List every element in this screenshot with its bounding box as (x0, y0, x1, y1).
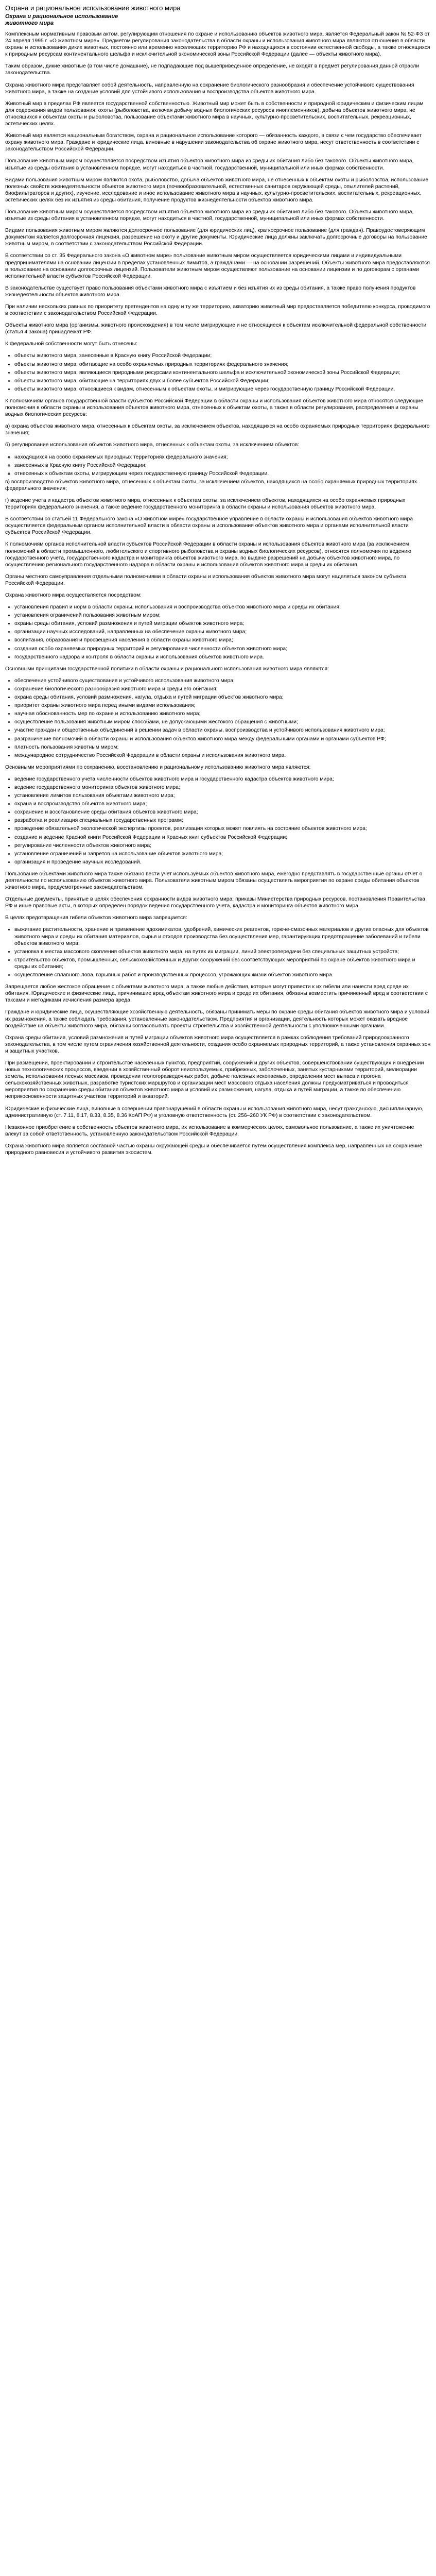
intro-section (5, 31, 431, 347)
list-item: • участие граждан и общественных объединений в решении задач в области охраны, воспроизводства и устойчивого использования животного мира; (14, 727, 431, 734)
list-item: • установления правил и норм в области охраны, использования и воспроизводства объектов животного мира и среды их обитания; (14, 604, 431, 611)
list-item: • осуществление сплавного лова, взрывных работ и производственных процессов, угрожающих жизни объектов животного мира. (14, 972, 431, 978)
list-item: • проведение обязательной экологической экспертизы проектов, реализация которых может повлиять на состояние объектов животного мира; (14, 825, 431, 832)
paragraph: Животный мир является национальным богатством, охрана и рациональное использование которого — обязанность каждого, в связи с чем государство обеспечивает охрану животного мира. Граждане и юридические лица, виновные в нарушении законодательства об охране животного мира, несут ответственность в соответствии с законодательством Российской Федерации. (5, 133, 422, 152)
final-section (5, 984, 431, 1156)
measures-list (5, 776, 431, 866)
paragraph: Комплексным нормативным правовым актом, регулирующим отношения по охране и использованию объектов животного мира, является Федеральный закон № 52-ФЗ от 24 апреля 1995 г. «О животном мире». Предметом регулирования законодательства в области охраны и использования животного мира являются отношения в области охраны и использования диких животных, постоянно или временно населяющих территорию РФ и находящихся в состоянии естественной свободы, а также относящихся к природным ресурсам континентального шельфа и исключительной экономической зоны Российской Федерации (далее — объекты животного мира). (5, 31, 430, 58)
paragraph: Запрещается любое жестокое обращение с объектами животного мира, а также любые действия, которые могут привести к их гибели или нанести вред среде их обитания. Юридические и физические лица, причинившие вред объектам животного мира и среде их обитания, обязаны возместить причиненный вред в соответствии с таксами и методиками исчисления размера вреда. (5, 984, 428, 1004)
paragraph: Охрана животного мира представляет собой деятельность, направленную на сохранение биологического разнообразия и обеспечение устойчивого существования животного мира, а также на создание условий для устойчивого использования и воспроизводства объектов животного мира. (5, 82, 414, 95)
paragraph: В целях предотвращения гибели объектов животного мира запрещается: (5, 915, 187, 921)
list-item: ◦ занесенных в Красную книгу Российской Федерации; (14, 462, 431, 469)
paragraph: Пользование животным миром осуществляется посредством изъятия объектов животного мира из среды их обитания либо без такового. Объекты животного мира, изъятые из среды обитания в установленном порядке, могут находиться в частной, государственной, муниципальной или иных формах собственности. (5, 209, 414, 222)
list-item: • охраны среды обитания, условий размножения и путей миграции объектов животного мира; (14, 620, 431, 627)
list-item: ◦ находящихся на особо охраняемых природных территориях федерального значения; (14, 454, 431, 461)
paragraph: Животный мир в пределах РФ является государственной собственностью. Животный мир может быть в собственности и природной юридическим и физическим лицам для содержания видов пользования: охоты (рыболовства, включая добычу водных биологических ресурсов иноплеменников), добыча объектов животного мира, не относящихся к объектам охоты и рыболовства, пользование объектами животного мира в научных, культурно-просветительских, воспитательных, рекреационных, эстетических целях. (5, 100, 424, 127)
list-item: • государственного надзора и контроля в области охраны и использования объектов животного мира. (14, 654, 431, 660)
list-item: • приоритет охраны животного мира перед иными видами использования; (14, 702, 431, 709)
list-item: • объекты животного мира, занесенные в Красную книгу Российской Федерации; (14, 352, 431, 359)
paragraph: Пользование объектами животного мира также обязано вести учет используемых объектов животного мира, ежегодно представлять в государственные органы отчет о деятельности по использованию объектов животного мира. Пользователи животным миром обязаны осуществлять мероприятия по охране среды обитания объектов животного мира, предусмотренные законодательством. (5, 871, 423, 891)
principles-intro: Основными принципами государственной политики в области охраны и рационального использования животного мира являются: (5, 666, 329, 672)
powers-section (5, 398, 431, 449)
paragraph: Юридические и физические лица, виновные в совершении правонарушений в области охраны и использования животного мира, несут гражданскую, дисциплинарную, административную (ст. 7.11, 8.17, 8.33, 8.35, 8.36 КоАП РФ) и уголовную ответственность (ст. 256–260 УК РФ) в соответствии с законодательством. (5, 1106, 424, 1118)
paragraph: Отдельные документы, принятые в целях обеспечения сохранности видов животного мира: приказы Министерства природных ресурсов, постановления Правительства РФ и иные правовые акты, в которых определен порядок ведения государственного учета, кадастра и мониторинга объектов животного мира. (5, 896, 425, 909)
list-item: • регулирование численности объектов животного мира; (14, 842, 431, 849)
list-item: ◦ отнесенных к объектам охоты, мигрирующим через государственную границу Российской Федерации. (14, 470, 431, 477)
list-item: • установление лимитов пользования объектами животного мира; (14, 792, 431, 799)
list-item: • сохранение и восстановление среды обитания объектов животного мира; (14, 809, 431, 816)
measures-intro: Основными мероприятиями по сохранению, восстановлению и рациональному использованию животного мира являются: (5, 764, 311, 770)
paragraph: в) воспроизводство объектов животного мира, отнесенных к объектам охоты, за исключением объектов, находящихся на особо охраняемых природных территориях федерального значения; (5, 479, 417, 492)
list-item: • объекты животного мира, обитающие на территориях двух и более субъектов Российской Федерации; (14, 378, 431, 384)
list-item: • охрана среды обитания, условий размножения, нагула, отдыха и путей миграции объектов животного мира; (14, 694, 431, 701)
list-item: • платность пользования животным миром; (14, 744, 431, 751)
article-heading (5, 13, 431, 27)
list-item: • установления ограничений пользования животным миром; (14, 612, 431, 619)
exception-list (5, 454, 431, 477)
paragraph: В соответствии со ст. 35 Федерального закона «О животном мире» пользование животным миром осуществляется юридическими лицами и индивидуальными предпринимателями на основании лицензии в пределах установленных лимитов, а гражданами — на основании разрешений. Объекты животного мира предоставляются в пользование на основании долгосрочных лицензий. Пользователи животным миром осуществляют пользование на основании лицензии и по договорам с органами исполнительной власти субъектов Российской Федерации. (5, 253, 430, 279)
page-title: Охрана и рациональное использование животного мира (5, 4, 181, 12)
paragraph: а) охрана объектов животного мира, отнесенных к объектам охоты, за исключением объектов, находящихся на особо охраняемых природных территориях федерального значения; (5, 423, 430, 436)
paragraph: б) регулирование использования объектов животного мира, отнесенных к объектам охоты, за исключением объектов: (5, 442, 300, 448)
paragraph: К федеральной собственности могут быть отнесены: (5, 341, 138, 347)
paragraph: Видами пользования животным миром являются долгосрочное пользование (для юридических лиц), краткосрочное пользование (для граждан). Правоудостоверяющим документом является долгосрочная лицензия, разрешение на охоту и другие документы. Юридические лица должны заключать долгосрочные договоры на пользование животным миром, в соответствии с законодательством Российской Федерации. (5, 228, 427, 247)
list-item: • объекты животного мира, являющиеся природными ресурсами континентального шельфа и исключительной экономической зоны Российской Федерации; (14, 369, 431, 376)
paragraph: Таким образом, дикие животные (в том числе домашние), не подпадающие под вышеприведенное определение, не входят в предмет регулирования данной отрасли законодательства. (5, 63, 420, 76)
list-item: • охрана и воспроизводство объектов животного мира; (14, 801, 431, 807)
list-item: • организации научных исследований, направленных на обеспечение охраны животного мира; (14, 629, 431, 635)
regulation-section (5, 479, 431, 587)
protection-list (5, 604, 431, 660)
list-item: • создание и ведение Красной книги Российской Федерации и Красных книг субъектов Российской Федерации; (14, 834, 431, 841)
list-item: • ведение государственного мониторинга объектов животного мира; (14, 784, 431, 791)
list-item: • осуществление пользования животным миром способами, не допускающими жестокого обращения с животными; (14, 719, 431, 725)
paragraph: Незаконное приобретение в собственность объектов животного мира, их использование в коммерческих целях, самовольное пользование, а также их уничтожение влекут за собой ответственность, установленную законодательством Российской Федерации. (5, 1124, 414, 1137)
list-item: • научная обоснованность мер по охране и использованию животного мира; (14, 710, 431, 717)
prohibited-list (5, 926, 431, 978)
federal-ownership-list (5, 352, 431, 392)
principles-list (5, 677, 431, 759)
list-item: • объекты животного мира, обитающие на особо охраняемых природных территориях федерального значения; (14, 361, 431, 368)
paragraph: Охрана животного мира является составной частью охраны окружающей среды и обеспечивается путем осуществления комплекса мер, направленных на сохранение природного равновесия и устойчивого развития экосистем. (5, 1143, 423, 1156)
paragraph: г) ведение учета и кадастра объектов животного мира, отнесенных к объектам охоты, за исключением объектов, находящихся на особо охраняемых природных территориях федерального значения, а также ведение государственного мониторинга в области охраны и использования объектов животного мира. (5, 497, 406, 511)
list-item: • создания особо охраняемых природных территорий и регулирования численности объектов животного мира; (14, 646, 431, 652)
list-item: • международное сотрудничество Российской Федерации в области охраны и использования животного мира. (14, 752, 431, 759)
list-item: • разработка и реализация специальных государственных программ; (14, 817, 431, 824)
paragraph: При наличии нескольких равных по приоритету претендентов на одну и ту же территорию, акваторию животный мир предоставляется победителю конкурса, проводимого в соответствии с законодательством Российской Федерации. (5, 304, 430, 317)
paragraph: Граждане и юридические лица, осуществляющие хозяйственную деятельность, обязаны принимать меры по охране среды обитания объектов животного мира и условий их размножения, а также соблюдать требования, установленные законодательством. Предприятия и организации, деятельность которых может оказать вредное воздействие на объекты животного мира, обязаны согласовывать проекты строительства и хозяйственной деятельности с уполномоченными органами. (5, 1009, 429, 1029)
list-item: • ведение государственного учета численности объектов животного мира и государственного кадастра объектов животного мира; (14, 776, 431, 783)
list-item: • установление ограничений и запретов на использование объектов животного мира; (14, 851, 431, 857)
paragraph: Видами пользования животным миром являются охота, рыболовство, добыча объектов животного мира, не отнесенных к объектам охоты и рыболовства, использование полезных свойств жизнедеятельности объектов животного мира (почвообразовательной, естественных санитаров окружающей среды, опылителей растений, биофильтраторов и других), изучение, исследование и иное использование животного мира в научных, культурно-просветительских, воспитательных, рекреационных, эстетических целях без их изъятия из среды обитания, получение продуктов жизнедеятельности объектов животного мира. (5, 177, 429, 203)
paragraph: Органы местного самоуправления отдельными полномочиями в области охраны и использования объектов животного мира могут наделяться законом субъекта Российской Федерации. (5, 573, 406, 586)
paragraph: При размещении, проектировании и строительстве населенных пунктов, предприятий, сооружений и других объектов, совершенствовании существующих и внедрении новых технологических процессов, введении в хозяйственный оборот неиспользуемых, прибрежных, заболоченных, занятых кустарниками территорий, мелиорации земель, использовании лесных массивов, проведении геологоразведочных работ, добыче полезных ископаемых, определении мест выпаса и прогона сельскохозяйственных животных, разработке туристских маршрутов и организации мест массового отдыха населения должны предусматриваться и проводиться мероприятия по сохранению среды обитания объектов животного мира и условий их размножения, нагула, отдыха и путей миграции, а также по обеспечению неприкосновенности защитных участков территорий и акваторий. (5, 1060, 424, 1100)
list-item: • разграничение полномочий в области охраны и использования объектов животного мира между федеральными органами и органами субъектов РФ; (14, 736, 431, 742)
list-item: • строительство объектов, промышленных, сельскохозяйственных и других сооружений без соответствующих мероприятий по охране объектов животного мира и среды их обитания; (14, 957, 431, 970)
list-item: • обеспечение устойчивого существования и устойчивого использования животного мира; (14, 677, 431, 684)
article-heading-line: Охрана и рациональное использование (5, 13, 118, 20)
paragraph: Пользование животным миром осуществляется посредством изъятия объектов животного мира из среды их обитания либо без такового. Объекты животного мира, изъятые из среды обитания в установленном порядке, могут находиться в частной, государственной, муниципальной или иных формах собственности. (5, 158, 414, 171)
paragraph: Охрана среды обитания, условий размножения и путей миграции объектов животного мира осуществляется в рамках соблюдения требований природоохранного законодательства, в том числе путем ограничения хозяйственной деятельности, создания особо охраняемых природных территорий, а также установления охранных зон и защитных участков. (5, 1035, 431, 1054)
list-item: • сохранение биологического разнообразия животного мира и среды его обитания; (14, 686, 431, 692)
article-heading-line: животного мира (5, 20, 54, 26)
paragraph: Объекты животного мира (организмы, животного происхождения) в том числе мигрирующие и не относящиеся к объектам исключительной федеральной собственности (статья 4 закона) принадлежат РФ. (5, 323, 427, 335)
paragraph: В законодательстве существует право пользования объектами животного мира с изъятием и без изъятия их из среды обитания, а также право получения продуктов жизнедеятельности объектов животного мира. (5, 285, 416, 298)
paragraph: К полномочиям органов государственной власти субъектов Российской Федерации в области охраны и использования объектов животного мира относятся следующие полномочия в области охраны и использования объектов животного мира, отнесенных к объектам охоты, а также в области регулирования, распределения и охраны водных биологических ресурсов: (5, 398, 424, 418)
article-page (0, 0, 436, 1165)
list-item: • организация и проведение научных исследований. (14, 859, 431, 866)
paragraph: В соответствии со статьей 11 Федерального закона «О животном мире» государственное управление в области охраны и использования объектов животного мира осуществляется федеральным органом исполнительной власти в области охраны и использования объектов животного мира и органами исполнительной власти субъектов Российской Федерации. (5, 516, 413, 536)
list-item: • установка в местах массового скопления объектов животного мира, на путях их миграции, линий электропередачи без специальных защитных устройств; (14, 948, 431, 955)
closing-section (5, 871, 431, 922)
list-item: • воспитания, образования и просвещения населения в области охраны животного мира; (14, 637, 431, 643)
list-item: • объекты животного мира, относящиеся к видам, отнесенным к объектам охоты, и мигрирующие через государственную границу Российской Федерации. (14, 386, 431, 393)
paragraph: К полномочиям органов исполнительной власти субъектов Российской Федерации в области охраны и использования объектов животного мира (за исключением полномочий в области промышленного, любительского и спортивного рыболовства и охраны водных биологических ресурсов), относятся полномочия по ведению государственного учета, государственного кадастра и мониторинга объектов животного мира, по выдаче разрешений на добычу объектов животного мира, по осуществлению регионального государственного надзора в области охраны и использования объектов животного мира и среды их обитания. (5, 541, 411, 568)
protection-intro: Охрана животного мира осуществляется посредством: (5, 592, 142, 598)
list-item: • выжигание растительности, хранение и применение ядохимикатов, удобрений, химических реагентов, горюче-смазочных материалов и других опасных для объектов животного мира и среды их обитания материалов, сырья и отходов производства без осуществления мер, гарантирующих предотвращение заболеваний и гибели объектов животного мира; (14, 926, 431, 946)
